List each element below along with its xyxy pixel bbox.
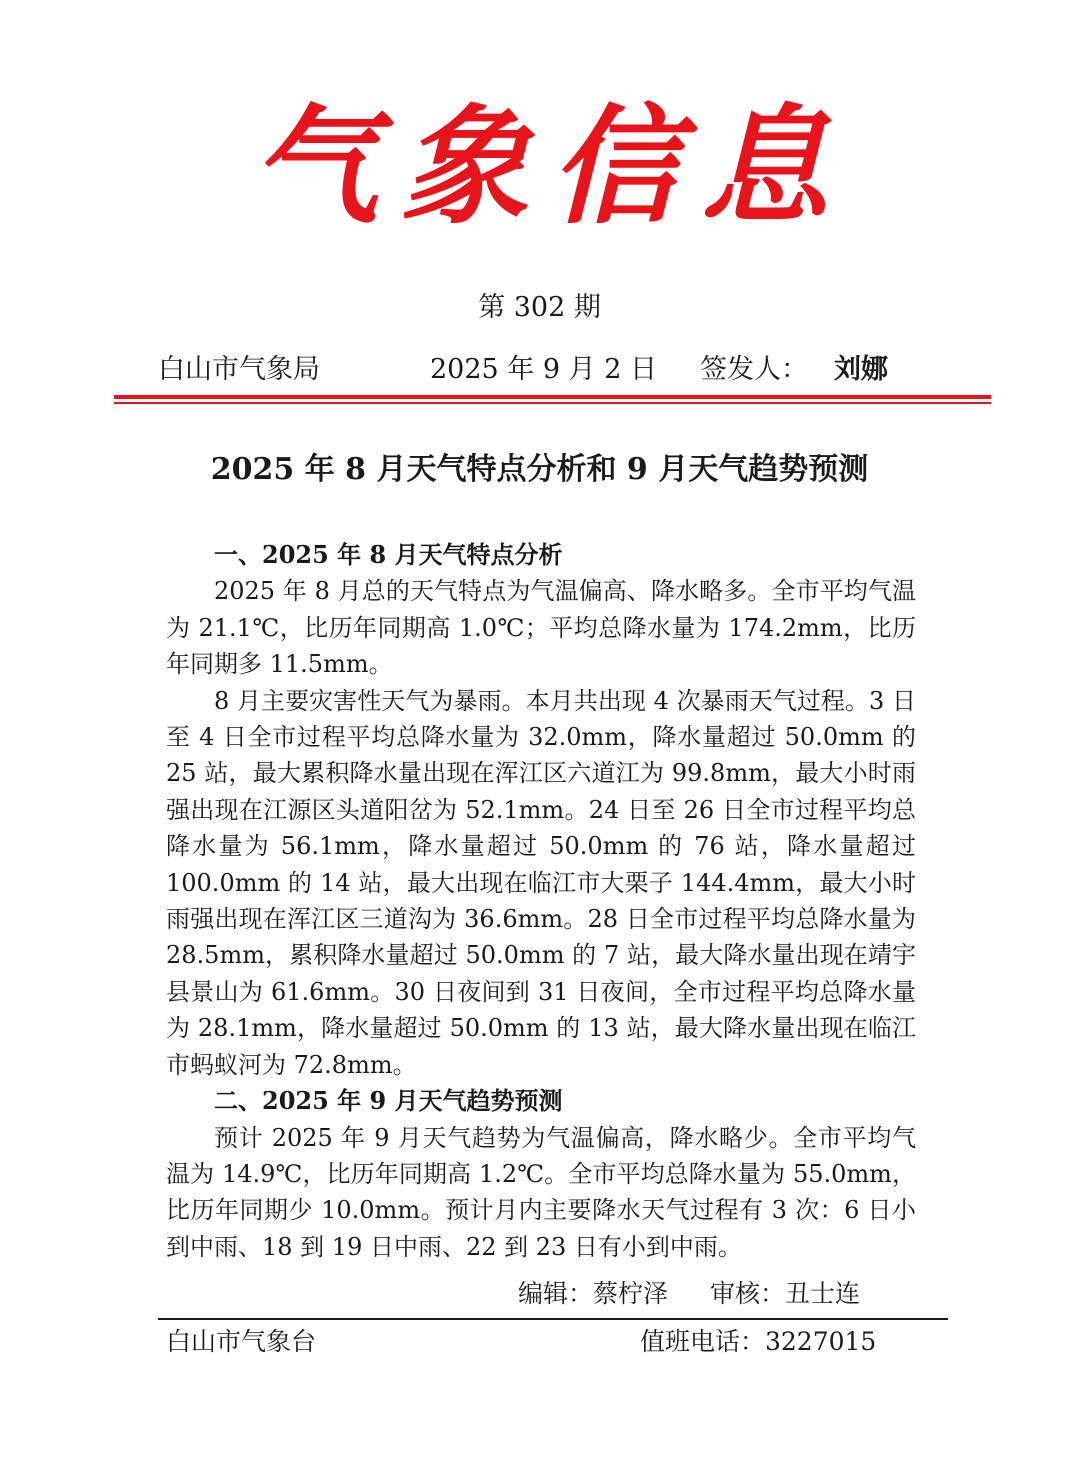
paragraph-september-forecast: 预计 2025 年 9 月天气趋势为气温偏高，降水略少。全市平均气温为 14.9℃，比历年同期高 1.2℃。全市平均总降水量为 55.0mm，比历年同期少 10.0mm。预计月内主要降水天气过程有 3 次：6 日小到中雨、18 到 19 日中雨、22 到 23 日有小到中雨。 xyxy=(166,1123,916,1261)
paragraph-august-disasters: 8 月主要灾害性天气为暴雨。本月共出现 4 次暴雨天气过程。3 日至 4 日全市过程平均总降水量为 32.0mm，降水量超过 50.0mm 的 25 站，最大累积降水量出现在浑江区六道江为 99.8mm，最大小时雨强出现在江源区头道阳岔为 52.1mm。24 日至 26 日全市过程平均总降水量为 56.1mm，降水量超过 50.0mm 的 76 站，降水量超过 100.0mm 的 14 站，最大出现在临江市大栗子 144.4mm，最大小时雨强出现在浑江区三道沟为 36.6mm。28 日全市过程平均总降水量为 28.5mm，累积降水量超过 50.0mm 的 7 站，最大降水量出现在靖宇县景山为 61.6mm。30 日夜间到 31 日夜间，全市过程平均总降水量为 28.1mm，降水量超过 50.0mm 的 13 站，最大降水量出现在临江市蚂蚁河为 72.8mm。 xyxy=(166,686,916,1079)
document-body xyxy=(166,537,916,1265)
signer-label: 签发人： xyxy=(700,354,808,385)
issue-number: 第 302 期 xyxy=(478,292,601,323)
masthead-title: 气象信息 xyxy=(250,92,851,242)
signer-block xyxy=(700,350,888,390)
paragraph-august-summary: 2025 年 8 月总的天气特点为气温偏高、降水略多。全市平均气温为 21.1℃，比历年同期高 1.0℃；平均总降水量为 174.2mm，比历年同期多 11.5mm。 xyxy=(166,577,916,679)
editor-credit: 编辑：蔡柠泽 xyxy=(518,1279,669,1308)
header-divider-thin xyxy=(114,402,991,404)
header-divider-thick xyxy=(114,395,991,399)
signoff xyxy=(518,1274,860,1314)
issuer-name: 白山市气象局 xyxy=(158,354,320,385)
footer-divider xyxy=(158,1318,948,1320)
footer-phone: 值班电话：3227015 xyxy=(640,1327,877,1356)
issue-date: 2025 年 9 月 2 日 xyxy=(430,354,657,385)
reviewer-credit: 审核：丑士连 xyxy=(710,1279,861,1308)
document-title: 2025 年 8 月天气特点分析和 9 月天气趋势预测 xyxy=(210,452,869,487)
footer-organization: 白山市气象台 xyxy=(166,1327,317,1356)
signer-name: 刘娜 xyxy=(834,354,888,385)
section-heading-september: 二、2025 年 9 月天气趋势预测 xyxy=(214,1086,563,1116)
section-heading-august: 一、2025 年 8 月天气特点分析 xyxy=(214,540,563,569)
